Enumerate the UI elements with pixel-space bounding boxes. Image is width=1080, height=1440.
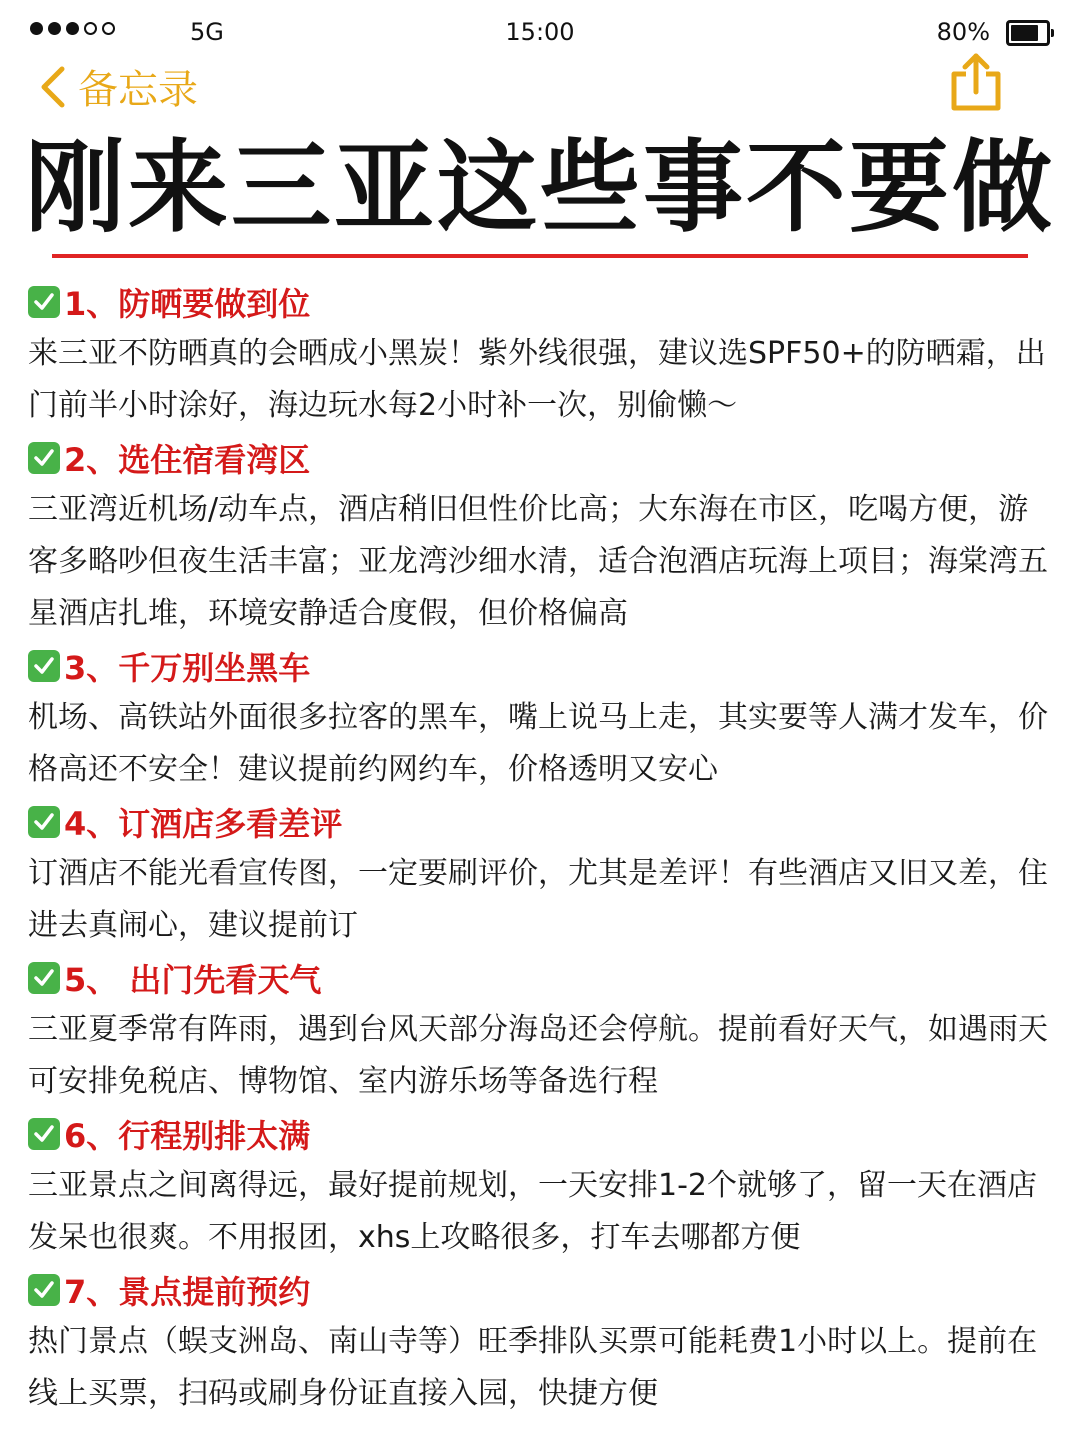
section-body: 三亚湾近机场/动车点，酒店稍旧但性价比高；大东海在市区，吃喝方便，游客多略吵但夜生活丰富；亚龙湾沙细水清，适合泡酒店玩海上项目；海棠湾五星酒店扎堆，环境安静适合度假，但价格偏高 — [28, 492, 1048, 631]
clock: 15:00 — [505, 18, 575, 46]
network-type: 5G — [190, 18, 224, 46]
section-body: 三亚夏季常有阵雨，遇到台风天部分海岛还会停航。提前看好天气，如遇雨天可安排免税店、博物馆、室内游乐场等备选行程 — [28, 1012, 1048, 1099]
page-title: 刚来三亚这些事不要做 — [25, 129, 1055, 246]
battery-percentage: 80% — [936, 18, 990, 46]
note-content — [28, 276, 1052, 1420]
section-heading-text: 3、千万别坐黑车 — [64, 649, 311, 687]
section-heading-text: 7、景点提前预约 — [64, 1273, 311, 1311]
section-heading — [28, 276, 1052, 328]
section-heading-text: 4、订酒店多看差评 — [64, 805, 343, 843]
share-icon — [948, 52, 1004, 112]
chevron-left-icon — [38, 65, 68, 109]
check-mark-icon — [28, 1118, 60, 1150]
check-mark-icon — [28, 806, 60, 838]
back-label: 备忘录 — [78, 67, 198, 113]
section-body: 热门景点（蜈支洲岛、南山寺等）旺季排队买票可能耗费1小时以上。提前在线上买票，扫码或刷身份证直接入园，快捷方便 — [28, 1324, 1038, 1411]
battery-fill — [1011, 25, 1038, 41]
section-heading-text: 6、行程别排太满 — [64, 1117, 311, 1155]
section-body: 三亚景点之间离得远，最好提前规划，一天安排1-2个就够了，留一天在酒店发呆也很爽。不用报团，xhs上攻略很多，打车去哪都方便 — [28, 1168, 1037, 1255]
section-heading-text: 2、选住宿看湾区 — [64, 441, 311, 479]
section-heading — [28, 796, 1052, 848]
check-mark-icon — [28, 650, 60, 682]
check-mark-icon — [28, 962, 60, 994]
check-mark-icon — [28, 442, 60, 474]
battery-icon — [1006, 20, 1050, 46]
share-button[interactable] — [948, 52, 1004, 116]
section-heading-text: 5、 出门先看天气 — [64, 961, 322, 999]
section-body: 订酒店不能光看宣传图，一定要刷评价，尤其是差评！有些酒店又旧又差，住进去真闹心，建议提前订 — [28, 856, 1048, 943]
section-heading — [28, 640, 1052, 692]
battery-tip — [1051, 29, 1054, 37]
check-mark-icon — [28, 286, 60, 318]
section-heading-text: 1、防晒要做到位 — [64, 285, 311, 323]
section-heading — [28, 952, 1052, 1004]
title-divider — [52, 254, 1028, 258]
section-body: 来三亚不防晒真的会晒成小黑炭！紫外线很强，建议选SPF50+的防晒霜，出门前半小时涂好，海边玩水每2小时补一次，别偷懒～ — [28, 336, 1046, 423]
section-heading — [28, 1108, 1052, 1160]
nav-bar — [0, 52, 1080, 122]
section-body: 机场、高铁站外面很多拉客的黑车，嘴上说马上走，其实要等人满才发车，价格高还不安全！建议提前约网约车，价格透明又安心 — [28, 700, 1048, 787]
check-mark-icon — [28, 1274, 60, 1306]
section-heading — [28, 432, 1052, 484]
section-heading — [28, 1264, 1052, 1316]
back-button[interactable] — [38, 58, 198, 115]
